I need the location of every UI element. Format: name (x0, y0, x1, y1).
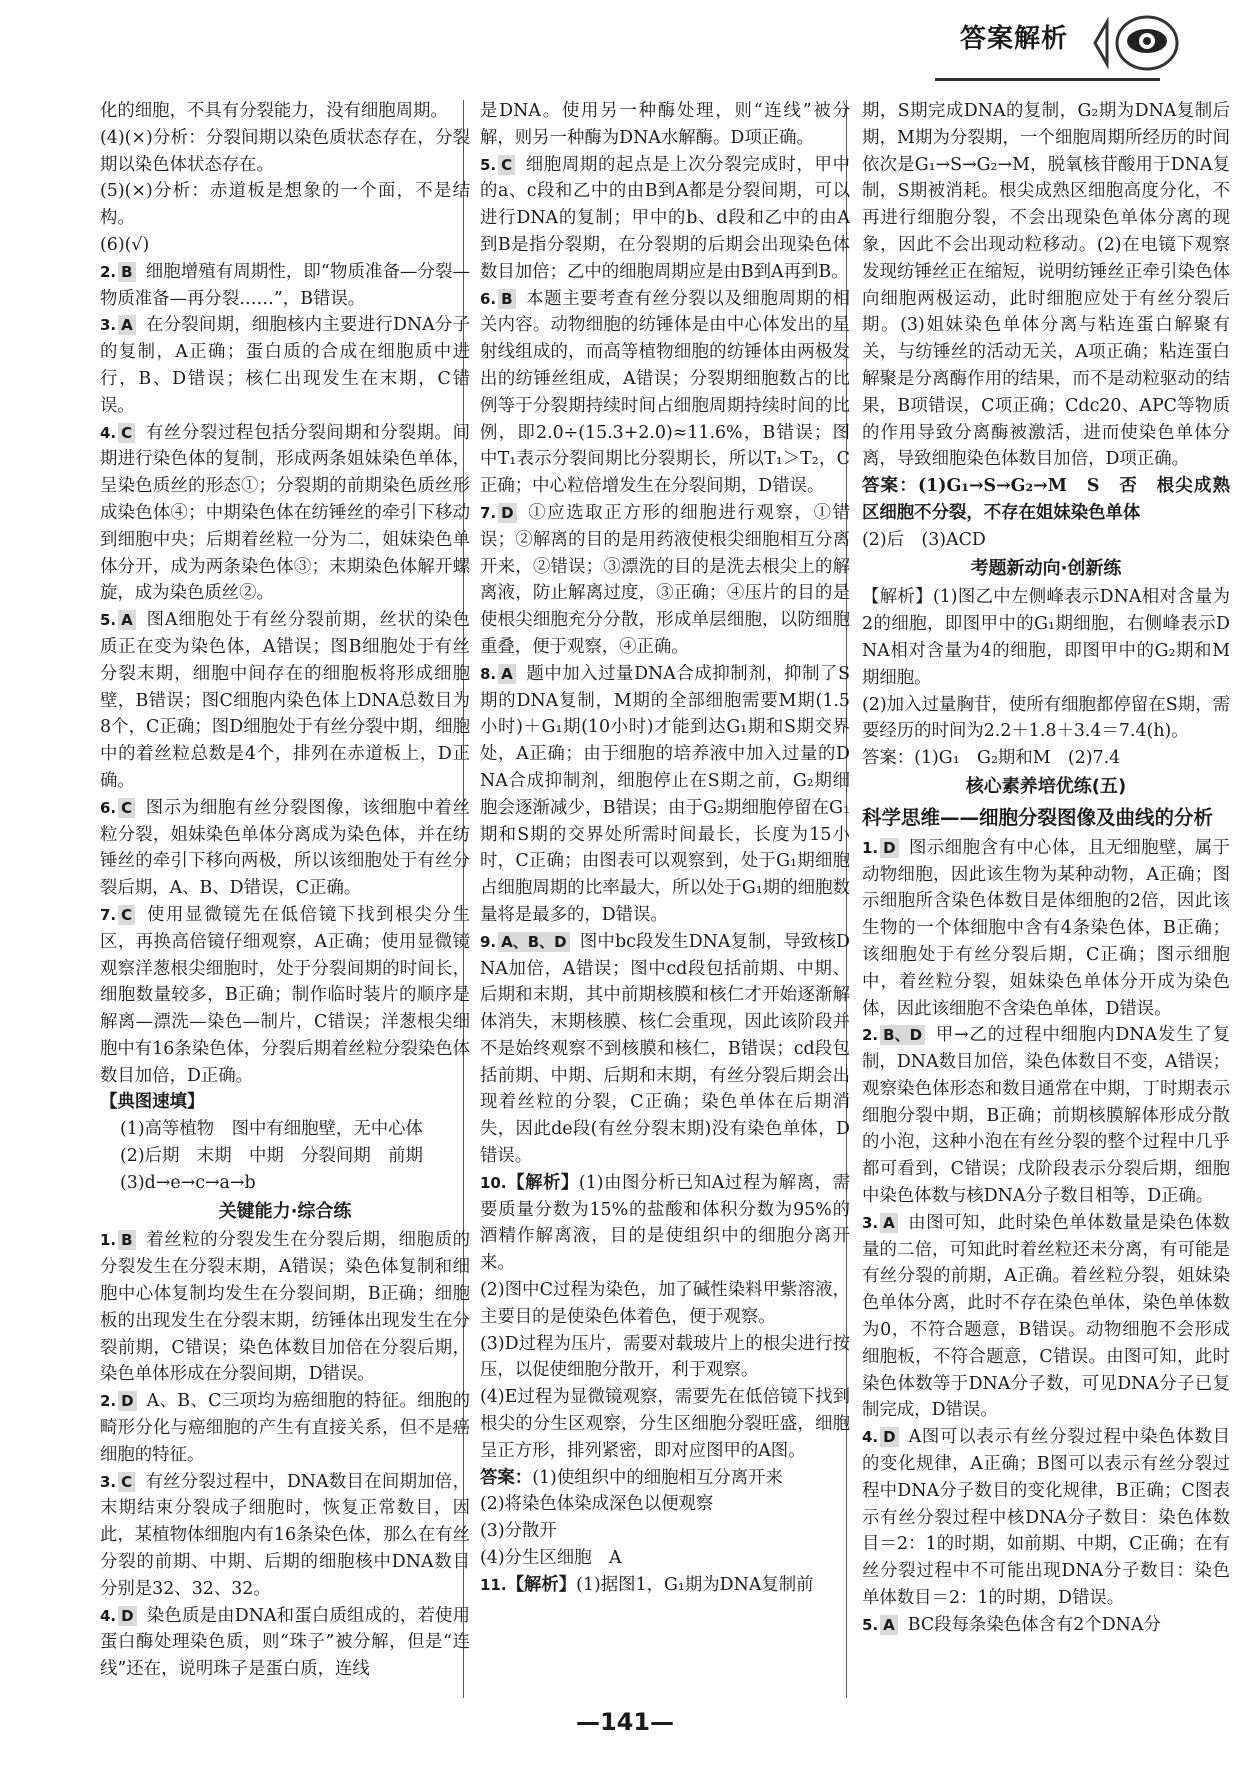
answer-item: 2. B 细胞增殖有周期性，即“物质准备—分裂—物质准备—再分裂……”，B错误。 (100, 261, 470, 309)
page-number: —141— (575, 1708, 675, 1736)
text-line: (2)将染色体染成深色以便观察 (480, 1494, 714, 1515)
answer-item: 5. A BC段每条染色体含有2个DNA分 (862, 1614, 1161, 1635)
answer-item: 3. C 有丝分裂过程中，DNA数目在间期加倍，末期结束分裂成子细胞时，恢复正常数目，因此，某植物体细胞内有16条染色体，那么在有丝分裂的前期、中期、后期的细胞核中DNA数目分别是32、32、32。 (100, 1471, 470, 1599)
section-heading: 核心素养培优练(五) (965, 775, 1127, 797)
column-middle (480, 98, 850, 1698)
text-line: (3)D过程为压片，需要对载玻片上的根尖进行按压，以促使细胞分散开，利于观察。 (480, 1333, 850, 1381)
text-line: (3)d→e→c→a→b (120, 1172, 256, 1193)
section-heading: 考题新动向·创新练 (970, 557, 1122, 579)
answer-item: 4. D 染色质是由DNA和蛋白质组成的，若使用蛋白酶处理染色质，则“珠子”被分解，但是“连线”还在，说明珠子是蛋白质，连线 (100, 1605, 470, 1680)
header-title: 答案解析 (960, 24, 1069, 54)
text-line: (2)后期 末期 中期 分裂间期 前期 (120, 1146, 423, 1167)
section-heading: 关键能力·综合练 (218, 1200, 352, 1222)
eye-logo-icon (1085, 8, 1185, 78)
answer-label: 答案：(1)使组织中的细胞相互分离开来 (480, 1467, 783, 1488)
answer-item: 1. B 着丝粒的分裂发生在分裂后期，细胞质的分裂发生在分裂末期，A错误；染色体复制和细胞中心体复制均发生在分裂间期，B正确；细胞板的出现发生在分裂末期，纺锤体出现发生在分裂前期，C错误；染色体数目加倍在分裂后期，染色单体形成在分裂间期，D错误。 (100, 1230, 470, 1385)
answer-item: 2. D A、B、C三项均为癌细胞的特征。细胞的畸形分化与癌细胞的产生有直接关系，但不是癌细胞的特征。 (100, 1391, 470, 1465)
answer-item: 7. D ①应选取正方形的细胞进行观察，①错误；②解离的目的是用药液使根尖细胞相互分离开来，②错误；③漂洗的目的是洗去根尖上的解离液，防止解离过度，③正确；④压片的目的是使根尖细胞充分分散，形成单层细胞，以防细胞重叠，便于观察，④正确。 (480, 502, 850, 657)
answer-item: 10.【解析】(1)由图分析已知A过程为解离，需要质量分数为15%的盐酸和体积分数为95%的酒精作解离液，目的是使组织中的细胞分离开来。 (480, 1172, 850, 1274)
text-line: 【解析】(1)图乙中左侧峰表示DNA相对含量为2的细胞，即图甲中的G₁期细胞，右侧峰表示DNA相对含量为4的细胞，即图甲中的G₂期和M期细胞。 (862, 587, 1230, 688)
header-rule (935, 78, 1160, 81)
text-line: 期，S期完成DNA的复制，G₂期为DNA复制后期，M期为分裂期，一个细胞周期所经历的时间依次是G₁→S→G₂→M，脱氧核苷酸用于DNA复制，S期被消耗。根尖成熟区细胞高度分化，不再进行细胞分裂，不会出现染色单体分离的现象，因此不会出现动粒移动。(2)在电镜下观察发现纺锤丝正在缩短，说明纺锤丝正牵引染色体向细胞两极运动，此时细胞应处于有丝分裂后期。(3)姐妹染色单体分离与粘连蛋白解聚有关，与纺锤丝的活动无关，A项正确；粘连蛋白解聚是分离酶作用的结果，而不是动粒驱动的结果，B项错误，C项正确；Cdc20、APC等物质的作用导致分离酶被激活，进而使染色单体分离，导致细胞染色体数目加倍，D项正确。 (862, 101, 1230, 470)
answer-item: 6. C 图示为细胞有丝分裂图像，该细胞中着丝粒分裂，姐妹染色单体分离成为染色体，并在纺锤丝的牵引下移向两极，所以该细胞处于有丝分裂后期，A、B、D错误，C正确。 (100, 797, 470, 899)
text-line: (3)分散开 (480, 1521, 557, 1542)
answer-item: 2. B、D 甲→乙的过程中细胞内DNA发生了复制，DNA数目加倍，染色体数目不变，A错误；观察染色体形态和数目通常在中期，丁时期表示细胞分裂中期，B正确；前期核膜解体形成分散的小泡，这种小泡在有丝分裂的整个过程中几乎都可看到，C错误；戊阶段表示分裂后期，细胞中染色体数与核DNA分子数目相等，D正确。 (862, 1025, 1230, 1207)
text-line: 化的细胞，不具有分裂能力，没有细胞周期。 (100, 101, 448, 121)
answer-item: 5. A 图A细胞处于有丝分裂前期，丝状的染色质正在变为染色体，A错误；图B细胞处于有丝分裂末期，细胞中间存在的细胞板将形成细胞壁，B错误；图C细胞内染色体上DNA总数目为8个，C正确；图D细胞处于有丝分裂中期，细胞中的着丝粒总数是4个，排列在赤道板上，D正确。 (100, 610, 470, 791)
page-header (0, 0, 1250, 88)
text-line: 是DNA。使用另一种酶处理，则“连线”被分解，则另一种酶为DNA水解酶。D项正确。 (480, 101, 850, 148)
topic-heading: 科学思维——细胞分裂图像及曲线的分析 (862, 805, 1214, 829)
text-line: (2)后 (3)ACD (862, 529, 986, 550)
text-line: (2)加入过量胸苷，使所有细胞都停留在S期，需要经历的时间为2.2＋1.8＋3.4＝7.4(h)。 (862, 694, 1230, 742)
section-label: 【典图速填】 (100, 1092, 205, 1113)
text-line: (4)E过程为显微镜观察，需要先在低倍镜下找到根尖的分生区观察，分生区细胞分裂旺盛，细胞呈正方形，排列紧密，即对应图甲的A图。 (480, 1387, 850, 1461)
text-line: (2)图中C过程为染色，加了碱性染料甲紫溶液，主要目的是使染色体着色，便于观察。 (480, 1280, 850, 1327)
text-line: (5)(×)分析：赤道板是想象的一个面，不是结构。 (100, 181, 470, 229)
answer-item: 4. D A图可以表示有丝分裂过程中染色体数目的变化规律，A正确；B图可以表示有丝分裂过程中DNA分子数目的变化规律，B正确；C图表示有丝分裂过程中核DNA分子数目：染色体数目＝2：1的时期，如前期、中期，C正确；在有丝分裂过程中不可能出现DNA分子数目：染色单体数目＝2：1的时期，D错误。 (862, 1427, 1230, 1609)
answer-item: 3. A 在分裂间期，细胞核内主要进行DNA分子的复制，A正确；蛋白质的合成在细胞质中进行，B、D错误；核仁出现发生在末期，C错误。 (100, 315, 470, 416)
answer-line: 答案：(1)G₁→S→G₂→M S 否 根尖成熟区细胞不分裂，不存在姐妹染色单体 (862, 476, 1230, 523)
answer-item: 6. B 本题主要考查有丝分裂以及细胞周期的相关内容。动物细胞的纺锤体是由中心体发出的星射线组成的，而高等植物细胞的纺锤体由两极发出的纺锤丝组成，A错误；分裂期细胞数占的比例等于分裂期持续时间占细胞周期持续时间的比例，即2.0÷(15.3+2.0)≈11.6%，B错误；图中T₁表示分裂间期比分裂期长，所以T₁＞T₂，C正确；中心粒倍增发生在分裂间期，D错误。 (480, 288, 850, 497)
column-right (862, 98, 1230, 1698)
answer-item: 7. C 使用显微镜先在低倍镜下找到根尖分生区，再换高倍镜仔细观察，A正确；使用显微镜观察洋葱根尖细胞时，处于分裂间期的时间长，细胞数量较多，B正确；制作临时装片的顺序是解离—漂洗—染色—制片，C错误；洋葱根尖细胞中有16条染色体，分裂后期着丝粒分裂染色体数目加倍，D正确。 (100, 904, 470, 1086)
answer-item: 3. A 由图可知，此时染色单体数量是染色体数量的二倍，可知此时着丝粒还未分离，有可能是有丝分裂的前期，A正确。着丝粒分裂，姐妹染色单体分离，此时不存在染色单体，染色单体数为0，不符合题意，B错误。动物细胞不会形成细胞板，不符合题意，C错误。由图可知，此时染色体数等于DNA分子数，可见DNA分子已复制完成，D错误。 (862, 1212, 1230, 1421)
answer-item: 11.【解析】(1)据图1，G₁期为DNA复制前 (480, 1574, 814, 1595)
answer-item: 5. C 细胞周期的起点是上次分裂完成时，甲中的a、c段和乙中的由B到A都是分裂间期，可以进行DNA的复制；甲中的b、d段和乙中的由A到B是指分裂期，在分裂期的后期会出现染色体数目加倍；乙中的细胞周期应是由B到A再到B。 (480, 154, 850, 282)
text-line: (4)分生区细胞 A (480, 1548, 622, 1569)
answer-item: 8. A 题中加入过量DNA合成抑制剂，抑制了S期的DNA复制，M期的全部细胞需要M期(1.5小时)＋G₁期(10小时)才能到达G₁期和S期交界处，A正确；由于细胞的培养液中加入过量的DNA合成抑制剂，细胞停止在S期之前，G₂期细胞会逐渐减少，B错误；由于G₂期细胞停留在G₁期和S期的交界处所需时间最长，长度为15小时，C正确；由图表可以观察到，处于G₁期细胞占细胞周期的比率最大，所以处于G₁期的细胞数量将是最多的，D错误。 (480, 663, 850, 925)
answer-item: 1. D 图示细胞含有中心体，且无细胞壁，属于动物细胞，因此该生物为某种动物，A正确；图示细胞所含染色体数目是体细胞的2倍，因此该生物的一个体细胞中含有4条染色体，B正确；该细胞处于有丝分裂后期，C正确；图示细胞中，着丝粒分裂，姐妹染色单体分开成为染色体，因此该细胞不含染色单体，D错误。 (862, 837, 1230, 1019)
column-left (100, 98, 470, 1698)
text-line: (6)(√) (100, 234, 150, 255)
text-line: (4)(×)分析：分裂间期以染色质状态存在，分裂期以染色体状态存在。 (100, 127, 470, 175)
answer-line: 答案：(1)G₁ G₂期和M (2)7.4 (862, 748, 1121, 769)
text-line: (1)高等植物 图中有细胞壁，无中心体 (120, 1119, 423, 1140)
answer-item: 4. C 有丝分裂过程包括分裂间期和分裂期。间期进行染色体的复制，形成两条姐妹染色单体，呈染色质丝的形态①；分裂期的前期染色质丝形成染色体④；中期染色体在纺锤丝的牵引下移动到细胞中央；后期着丝粒一分为二，姐妹染色单体分开，成为两条染色体③；末期染色体解开螺旋，成为染色质丝②。 (100, 422, 470, 604)
answer-item: 9. A、B、D 图中bc段发生DNA复制，导致核DNA加倍，A错误；图中cd段包括前期、中期、后期和末期，其中前期核膜和核仁才开始逐渐解体消失，末期核膜、核仁会重现，因此该阶段并不是始终观察不到核膜和核仁，B错误；cd段包括前期、中期、后期和末期，有丝分裂后期会出现着丝粒的分裂，C正确；染色单体在后期消失，因此de段(有丝分裂末期)没有染色单体，D错误。 (480, 931, 850, 1167)
